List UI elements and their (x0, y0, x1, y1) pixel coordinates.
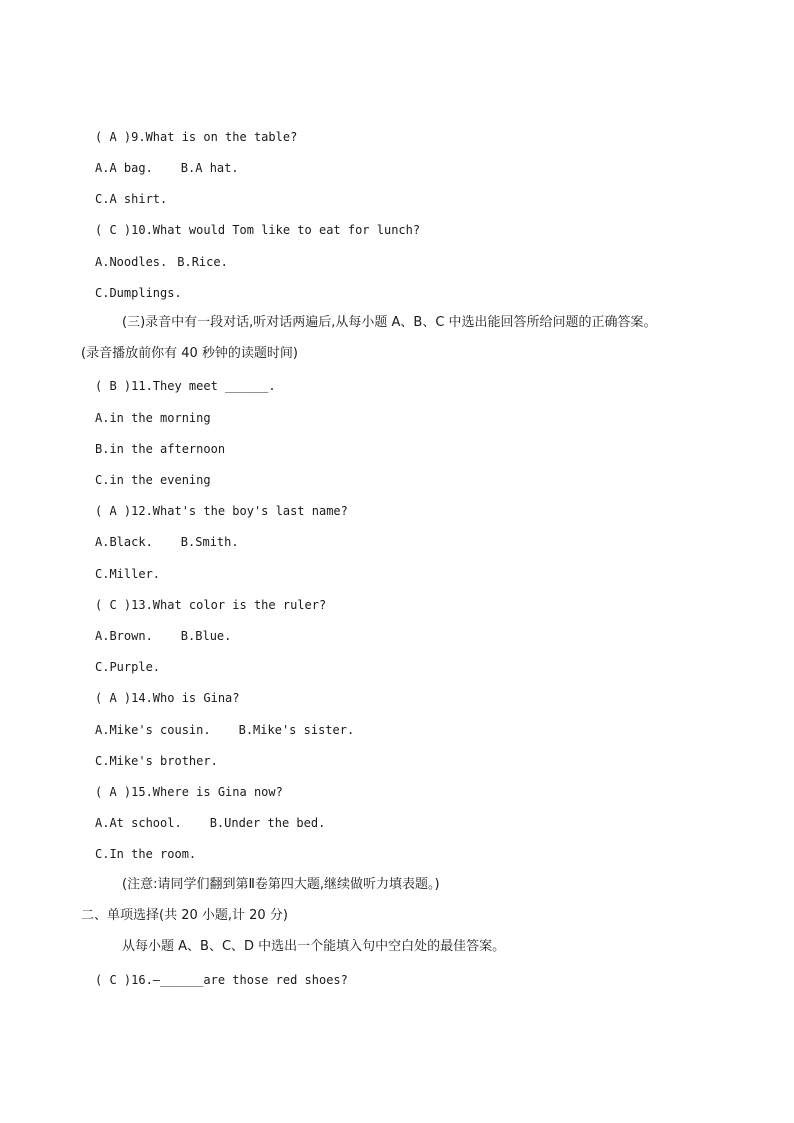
q9-options-ab (95, 160, 239, 176)
q13-options-ab (95, 628, 231, 644)
q12-option-a: A.Black. (95, 535, 153, 549)
q13-option-a: A.Brown. (95, 629, 153, 643)
question-16: ( C )16.—______are those red shoes? (95, 973, 348, 987)
section3-instruction: (三)录音中有一段对话,听对话两遍后,从每小题 A、B、C 中选出能回答所给问题的正确答案。 (122, 315, 657, 330)
q15-options-ab (95, 815, 325, 831)
q14-option-a: A.Mike's cousin. (95, 723, 211, 737)
section3-reading-time: (录音播放前你有 40 秒钟的读题时间) (81, 346, 298, 361)
question-9: ( A )9.What is on the table? (95, 130, 298, 144)
q12-option-c: C.Miller. (95, 567, 161, 581)
question-12: ( A )12.What's the boy's last name? (95, 504, 348, 518)
q11-option-b: B.in the afternoon (95, 442, 226, 456)
q14-option-b: B.Mike's sister. (238, 723, 355, 737)
q12-option-b: B.Smith. (180, 535, 239, 549)
q12-options-ab (95, 534, 239, 550)
q14-options-ab (95, 722, 354, 738)
question-11: ( B )11.They meet ______. (95, 379, 276, 393)
q10-option-c: C.Dumplings. (95, 286, 182, 300)
q14-option-c: C.Mike's brother. (95, 754, 218, 768)
q9-option-a: A.A bag. (95, 161, 153, 175)
part2-title: 二、单项选择(共 20 小题,计 20 分) (81, 908, 288, 923)
question-10: ( C )10.What would Tom like to eat for lunch? (95, 223, 421, 237)
question-15: ( A )15.Where is Gina now? (95, 785, 283, 799)
q13-option-b: B.Blue. (180, 629, 232, 643)
q13-option-c: C.Purple. (95, 660, 161, 674)
q10-option-b: B.Rice. (177, 255, 228, 269)
q11-option-c: C.in the evening (95, 473, 211, 487)
q9-option-c: C.A shirt. (95, 192, 168, 206)
question-14: ( A )14.Who is Gina? (95, 691, 240, 705)
question-13: ( C )13.What color is the ruler? (95, 598, 327, 612)
q15-option-a: A.At school. (95, 816, 182, 830)
part2-instruction: 从每小题 A、B、C、D 中选出一个能填入句中空白处的最佳答案。 (122, 939, 506, 954)
q9-option-b: B.A hat. (180, 161, 239, 175)
listening-note: (注意:请同学们翻到第Ⅱ卷第四大题,继续做听力填表题。) (122, 877, 440, 892)
q11-option-a: A.in the morning (95, 411, 211, 425)
q15-option-c: C.In the room. (95, 847, 197, 861)
q10-options-ab (95, 254, 228, 270)
q15-option-b: B.Under the bed. (209, 816, 326, 830)
q10-option-a: A.Noodles. (95, 255, 168, 269)
